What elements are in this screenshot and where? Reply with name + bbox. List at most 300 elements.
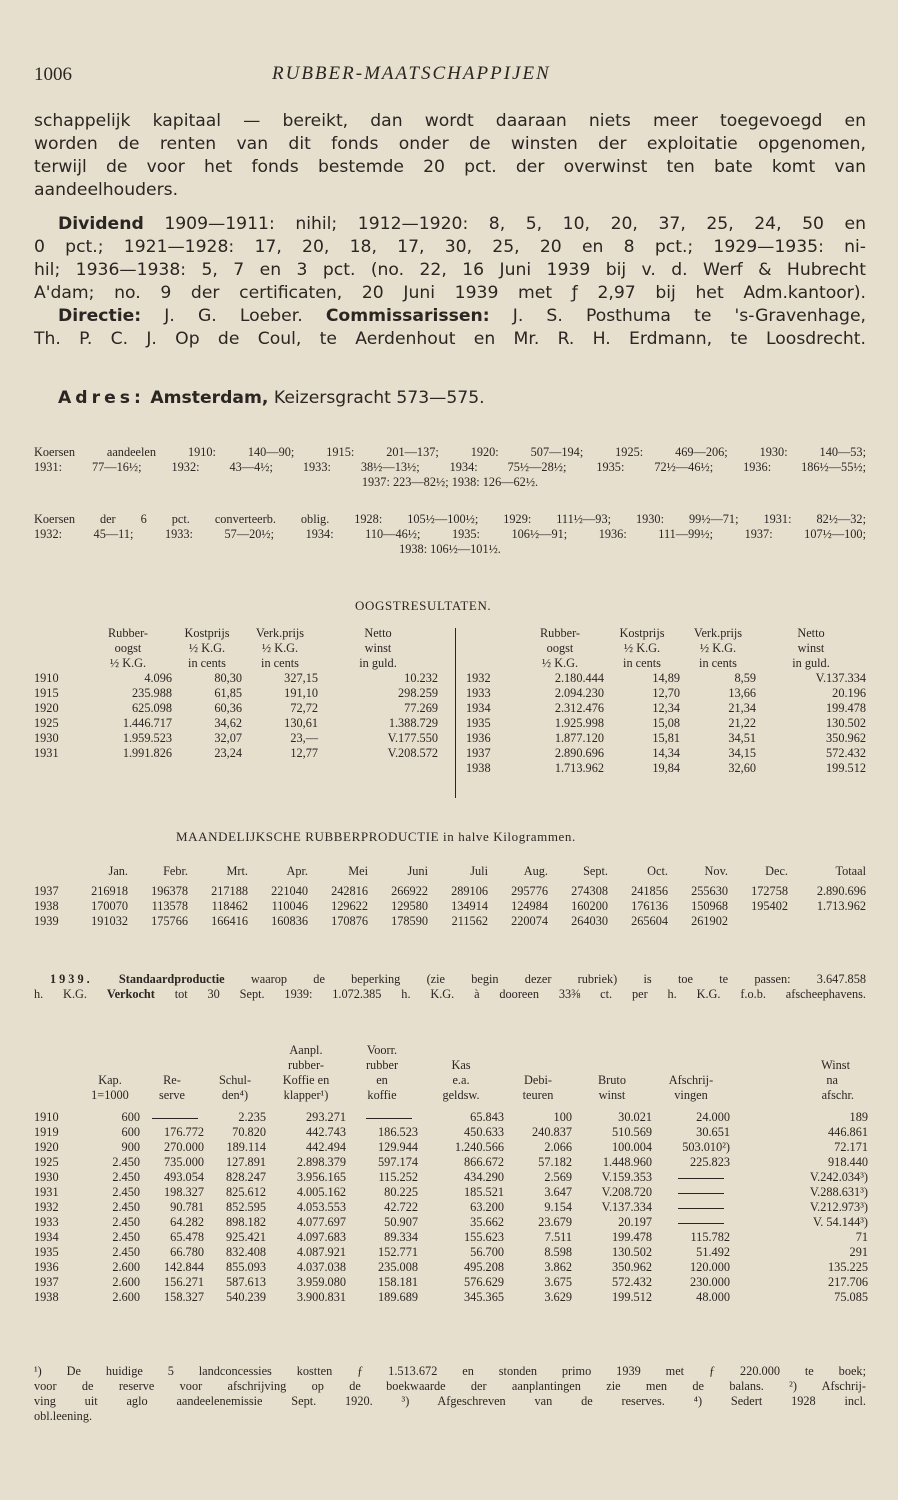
header-cell: ½ K.G. [541, 656, 579, 670]
table-cell: 1.713.962 [816, 899, 866, 913]
table-cell: 56.700 [470, 1245, 504, 1259]
table-row [34, 1125, 868, 1140]
table-cell: 4.005.162 [296, 1185, 346, 1199]
header-cell: Voorr. [366, 1043, 398, 1057]
table-cell: 1934 [466, 701, 491, 715]
table-cell: 2.094.230 [554, 686, 604, 700]
text-line [34, 305, 866, 328]
text-line: hil; 1936—1938: 5, 7 en 3 pct. (no. 22, 16 Juni 1939 bij v. d. Werf & Hubrecht [34, 260, 866, 280]
text-line [34, 972, 866, 987]
header-cell: afschr. [821, 1088, 854, 1102]
table-row [34, 1155, 868, 1170]
table-cell: 115.252 [378, 1170, 418, 1184]
table-cell: 442.494 [306, 1140, 346, 1154]
header-cell [466, 641, 516, 656]
koersen-aandeelen [34, 445, 866, 490]
table-cell: 1919 [34, 1125, 59, 1139]
table-row [34, 1140, 868, 1155]
table-cell: 1.925.998 [554, 716, 604, 730]
table-cell: 15,08 [652, 716, 680, 730]
table-cell: 71 [855, 1230, 868, 1244]
oogst-title: OOGSTRESULTATEN. [355, 598, 492, 613]
table-cell: 155.623 [464, 1230, 504, 1244]
table-cell: 925.421 [226, 1230, 266, 1244]
header-cell: Aanpl. [289, 1043, 323, 1057]
table-header-row [34, 1043, 868, 1058]
table-cell: 176136 [631, 899, 668, 913]
header-cell: winst [598, 1088, 626, 1102]
table-cell: 2.450 [112, 1215, 140, 1229]
dash-rule [678, 1223, 724, 1224]
table-cell: 918.440 [828, 1155, 868, 1169]
table-cell: 1925 [34, 716, 59, 730]
table-cell: 1930 [34, 731, 59, 745]
header-cell: Totaal [835, 863, 866, 878]
text-line: 1938: 106½—101½. [399, 542, 501, 556]
header-cell: ½ K.G. [109, 656, 147, 670]
text-line: worden de renten van dit fonds onder de winsten der exploitatie opgenomen, [34, 134, 866, 154]
table-cell: 600 [121, 1110, 140, 1124]
table-cell: V.212.973³) [809, 1200, 868, 1214]
table-cell: 2.450 [112, 1200, 140, 1214]
table-cell: 186.523 [378, 1125, 418, 1139]
page-number: 1006 [34, 64, 72, 85]
table-cell: 127.891 [226, 1155, 266, 1169]
header-cell: oogst [114, 641, 142, 655]
table-cell: 129580 [391, 899, 428, 913]
table-cell: 220074 [511, 914, 548, 928]
table-cell: 828.247 [226, 1170, 266, 1184]
table-cell: 2.569 [544, 1170, 572, 1184]
header-cell: e.a. [452, 1073, 470, 1087]
table-cell: 1920 [34, 1140, 59, 1154]
table-cell: 63.200 [470, 1200, 504, 1214]
table-cell: 2.450 [112, 1170, 140, 1184]
adres-city: Amsterdam, [150, 388, 269, 408]
table-cell: 217188 [211, 884, 248, 898]
maand-table [34, 858, 866, 929]
table-cell: 110046 [271, 899, 308, 913]
running-head: RUBBER-MAATSCHAPPIJEN [272, 63, 551, 84]
table-cell: 266922 [391, 884, 428, 898]
table-cell: V.159.353 [601, 1170, 652, 1184]
table-cell: 597.174 [378, 1155, 418, 1169]
table-cell: 12,70 [652, 686, 680, 700]
table-cell [652, 1170, 730, 1185]
header-cell: Debi- [524, 1073, 552, 1087]
table-cell: 2.898.379 [296, 1155, 346, 1169]
table-cell: 2.235 [238, 1110, 266, 1124]
table-cell: 1934 [34, 1230, 59, 1244]
dash-rule [678, 1193, 724, 1194]
table-cell: 57.182 [538, 1155, 572, 1169]
koersen-obligaties [34, 512, 866, 557]
table-row [466, 731, 866, 746]
table-cell: 34,51 [728, 731, 756, 745]
table-row [34, 1230, 868, 1245]
header-cell: ½ K.G. [188, 641, 226, 655]
table-cell: 1915 [34, 686, 59, 700]
table-cell: 825.612 [226, 1185, 266, 1199]
table-cell: 118462 [211, 899, 248, 913]
table-cell: 77.269 [404, 701, 438, 715]
table-cell: 80.225 [384, 1185, 418, 1199]
table-cell: 900 [121, 1140, 140, 1154]
table-cell: 832.408 [226, 1245, 266, 1259]
table-cell: 1939 [34, 914, 59, 928]
std-text: waarop de beperking (zie begin dezer rubriek) is toe te passen: 3.647.858 [224, 972, 866, 986]
table-header-row [34, 641, 438, 656]
table-cell: 1935 [34, 1245, 59, 1259]
directie-text: J. G. Loeber. [141, 306, 326, 326]
table-cell: 1937 [34, 884, 59, 898]
table-cell: 130.502 [612, 1245, 652, 1259]
header-cell: in guld. [792, 656, 830, 670]
table-cell: 158.181 [378, 1275, 418, 1289]
table-cell: 9.154 [544, 1200, 572, 1214]
header-cell: serve [159, 1088, 185, 1102]
table-cell: 2.600 [112, 1260, 140, 1274]
table-cell: 129.944 [378, 1140, 418, 1154]
footnote [34, 1364, 866, 1424]
header-cell: Netto [797, 626, 825, 640]
table-cell: 135.225 [828, 1260, 868, 1274]
header-cell: Koffie en [282, 1073, 330, 1087]
text-line: 1937: 223—82½; 1938: 126—62½. [361, 475, 539, 489]
table-cell: 12,77 [290, 746, 318, 760]
table-cell: 572.432 [826, 746, 866, 760]
text-line: aandeelhouders. [34, 180, 179, 200]
table-cell: 503.010²) [682, 1140, 730, 1154]
table-cell: 1936 [466, 731, 491, 745]
table-cell: 72,72 [290, 701, 318, 715]
table-cell [140, 1110, 204, 1125]
table-cell: 898.182 [226, 1215, 266, 1229]
text-line: 0 pct.; 1921—1928: 17, 20, 18, 17, 30, 25, 20 en 8 pct.; 1929—1935: ni- [34, 237, 866, 257]
table-header-row [34, 1088, 868, 1110]
table-cell: 15,81 [652, 731, 680, 745]
table-cell: 600 [121, 1125, 140, 1139]
table-cell: 72.171 [834, 1140, 868, 1154]
table-cell: 113578 [151, 899, 188, 913]
table-cell: 735.000 [164, 1155, 204, 1169]
table-cell: 42.722 [384, 1200, 418, 1214]
header-cell: Kostprijs [619, 626, 665, 640]
dividend-paragraph [34, 213, 866, 351]
table-cell: 8,59 [734, 671, 756, 685]
table-cell: 1938 [466, 761, 491, 775]
balans-table [34, 1043, 868, 1305]
table-header-row [34, 858, 866, 884]
header-cell: Febr. [163, 863, 188, 878]
table-cell: 866.672 [464, 1155, 504, 1169]
table-row [466, 686, 866, 701]
table-cell: V.208.572 [387, 746, 438, 760]
table-cell: 1932 [34, 1200, 59, 1214]
table-cell: 24.000 [696, 1110, 730, 1124]
table-cell: 241856 [631, 884, 668, 898]
table-cell: 2.450 [112, 1185, 140, 1199]
header-cell: Nov. [704, 863, 728, 878]
header-cell: in cents [261, 656, 299, 670]
header-cell: Netto [364, 626, 392, 640]
table-cell: 23.679 [538, 1215, 572, 1229]
table-cell [346, 1110, 418, 1125]
table-cell: 32,07 [214, 731, 242, 745]
table-cell: 129622 [331, 899, 368, 913]
table-cell: 1936 [34, 1260, 59, 1274]
table-cell: 124984 [511, 899, 548, 913]
dash-rule [366, 1118, 412, 1119]
header-cell: Verk.prijs [255, 626, 305, 640]
table-cell: 1.877.120 [554, 731, 604, 745]
text-line: terwijl de voor het fonds bestemde 20 pct. der overwinst ten bate komt van [34, 157, 866, 177]
table-cell: 34,62 [214, 716, 242, 730]
header-cell: Afschrij- [668, 1073, 714, 1087]
table-row [34, 1170, 868, 1185]
dividend-text: 1909—1911: nihil; 1912—1920: 8, 5, 10, 20, 37, 25, 24, 50 en [143, 214, 866, 234]
verkocht-text: tot 30 Sept. 1939: 1.072.385 h. K.G. à dooreen 33⅜ ct. per h. K.G. f.o.b. afscheephavens. [154, 987, 866, 1001]
table-cell: 1.446.717 [122, 716, 172, 730]
table-cell: V. 54.144³) [812, 1215, 868, 1229]
table-row [34, 1200, 868, 1215]
header-cell: en [376, 1073, 388, 1087]
table-cell: 1.959.523 [122, 731, 172, 745]
header-cell: 1=1000 [91, 1088, 129, 1102]
table-cell: 48.000 [696, 1290, 730, 1304]
table-cell: 442.743 [306, 1125, 346, 1139]
header-cell [34, 641, 84, 656]
table-cell: 2.450 [112, 1245, 140, 1259]
table-cell: 255630 [691, 884, 728, 898]
header-cell: Re- [163, 1073, 181, 1087]
header-cell: in cents [699, 656, 737, 670]
header-cell: geldsw. [442, 1088, 480, 1102]
header-cell [466, 656, 516, 671]
header-cell: Schul- [218, 1073, 252, 1087]
table-cell: 274308 [571, 884, 608, 898]
table-header-row [34, 1073, 868, 1088]
table-cell: 172758 [751, 884, 788, 898]
header-cell: teuren [522, 1088, 554, 1102]
table-cell: 450.633 [464, 1125, 504, 1139]
table-cell: 1931 [34, 1185, 59, 1199]
table-cell: 130,61 [284, 716, 318, 730]
table-row [34, 1215, 868, 1230]
table-cell: 230.000 [690, 1275, 730, 1289]
table-row [466, 716, 866, 731]
table-cell: 221040 [271, 884, 308, 898]
header-cell: in cents [188, 656, 226, 670]
dash-rule [678, 1178, 724, 1179]
table-cell: 10.232 [404, 671, 438, 685]
table-cell: 291 [849, 1245, 868, 1259]
table-cell: 540.239 [226, 1290, 266, 1304]
table-cell: 327,15 [284, 671, 318, 685]
table-cell: 152.771 [378, 1245, 418, 1259]
header-cell: ½ K.G. [623, 641, 661, 655]
header-cell [34, 626, 84, 641]
header-cell: klapper¹) [283, 1088, 329, 1102]
table-cell: 434.290 [464, 1170, 504, 1184]
header-cell: Verk.prijs [693, 626, 743, 640]
table-cell: 32,60 [728, 761, 756, 775]
table-cell: 1.991.826 [122, 746, 172, 760]
header-cell: winst [364, 641, 392, 655]
table-cell: 1938 [34, 1290, 59, 1304]
table-cell: 19,84 [652, 761, 680, 775]
table-cell: 4.087.921 [296, 1245, 346, 1259]
adres-line [58, 388, 485, 408]
table-cell: 23,— [290, 731, 318, 745]
table-cell: 2.180.444 [554, 671, 604, 685]
text-line [34, 987, 866, 1002]
header-cell [34, 656, 84, 671]
table-cell: 90.781 [170, 1200, 204, 1214]
table-cell: 1931 [34, 746, 59, 760]
table-cell: 196378 [151, 884, 188, 898]
header-cell: na [826, 1073, 838, 1087]
table-cell: 211562 [451, 914, 488, 928]
table-cell: 3.675 [544, 1275, 572, 1289]
table-cell: 199.512 [826, 761, 866, 775]
header-cell: Rubber- [539, 626, 581, 640]
table-row [466, 701, 866, 716]
table-cell: 60,36 [214, 701, 242, 715]
table-cell: 2.066 [544, 1140, 572, 1154]
table-cell: 270.000 [164, 1140, 204, 1154]
table-row [34, 1110, 868, 1125]
table-cell: 20.197 [618, 1215, 652, 1229]
table-cell: 3.959.080 [296, 1275, 346, 1289]
text-line: ving uit aglo aandeelenemissie Sept. 1920. ³) Afgeschreven van de reserves. ⁴) Sedert 1928 incl. [34, 1394, 866, 1408]
text-line: 1932: 45—11; 1933: 57—20½; 1934: 110—46½; 1935: 106½—91; 1936: 111—99½; 1937: 107½—100; [34, 527, 866, 541]
text-line: Koersen der 6 pct. converteerb. oblig. 1928: 105½—100½; 1929: 111½—93; 1930: 99½—71; 1931: 82½—32; [34, 512, 866, 526]
table-cell: 1.388.729 [388, 716, 438, 730]
table-row [34, 1245, 868, 1260]
table-cell: 3.647 [544, 1185, 572, 1199]
table-row [34, 1290, 868, 1305]
text-line: A'dam; no. 9 der certificaten, 20 Juni 1939 met ƒ 2,97 bij het Adm.kantoor). [34, 283, 866, 303]
header-cell: Kostprijs [184, 626, 230, 640]
table-cell: 100 [553, 1110, 572, 1124]
dash-rule [678, 1208, 724, 1209]
header-cell: Dec. [765, 863, 788, 878]
table-cell: 265604 [631, 914, 668, 928]
table-row [34, 686, 438, 701]
table-cell: 493.054 [164, 1170, 204, 1184]
table-cell: 20.196 [832, 686, 866, 700]
verkocht-label: Verkocht [106, 987, 155, 1001]
table-cell: 2.890.696 [816, 884, 866, 898]
text-line [34, 213, 866, 236]
table-cell: 3.956.165 [296, 1170, 346, 1184]
table-row [466, 746, 866, 761]
table-cell: 235.008 [378, 1260, 418, 1274]
table-cell: 7.511 [544, 1230, 572, 1244]
table-cell: 2.450 [112, 1155, 140, 1169]
commissarissen-text: J. S. Posthuma te 's-Gravenhage, [489, 306, 867, 326]
table-cell: 225.823 [690, 1155, 730, 1169]
table-divider [455, 628, 456, 798]
header-cell: rubber- [288, 1058, 324, 1072]
adres-street: Keizersgracht 573—575. [268, 388, 485, 408]
table-cell: 170876 [331, 914, 368, 928]
std-label: Standaardproductie [118, 972, 225, 986]
table-cell: 242816 [331, 884, 368, 898]
table-row [34, 914, 866, 929]
table-cell: 8.598 [544, 1245, 572, 1259]
header-cell: Aug. [523, 863, 548, 878]
table-cell: 572.432 [612, 1275, 652, 1289]
header-cell: Sept. [583, 863, 608, 878]
table-header-row [34, 626, 438, 641]
table-cell: 1935 [466, 716, 491, 730]
table-cell: 4.096 [144, 671, 172, 685]
table-row [34, 1275, 868, 1290]
table-cell: 350.962 [826, 731, 866, 745]
table-cell: 14,34 [652, 746, 680, 760]
table-cell: V.137.334 [815, 671, 866, 685]
table-cell: 23,24 [214, 746, 242, 760]
table-cell: V.242.034³) [809, 1170, 868, 1184]
table-cell: 1937 [34, 1275, 59, 1289]
table-cell: 855.093 [226, 1260, 266, 1274]
header-cell: den⁴) [221, 1088, 249, 1102]
text-line: Koersen aandeelen 1910: 140—90; 1915: 201—137; 1920: 507—194; 1925: 469—206; 1930: 140—53; [34, 445, 866, 459]
dividend-label: Dividend [58, 214, 144, 234]
table-cell: 170070 [91, 899, 128, 913]
text-line: Th. P. C. J. Op de Coul, te Aerdenhout en Mr. R. H. Erdmann, te Loosdrecht. [34, 329, 866, 349]
header-cell: ½ K.G. [261, 641, 299, 655]
table-cell: 158.327 [164, 1290, 204, 1304]
table-header-row [34, 1058, 868, 1073]
header-cell [466, 626, 516, 641]
table-cell: 199.478 [612, 1230, 652, 1244]
oogst-table-right [466, 626, 866, 776]
table-cell: 189.689 [378, 1290, 418, 1304]
table-cell: 446.861 [828, 1125, 868, 1139]
table-row [34, 731, 438, 746]
standaardproductie [34, 972, 866, 1002]
table-cell: 295776 [511, 884, 548, 898]
table-cell [652, 1200, 730, 1215]
text-line: obl.leening. [34, 1409, 93, 1423]
table-cell: 576.629 [464, 1275, 504, 1289]
table-cell: 1920 [34, 701, 59, 715]
table-cell: 261902 [691, 914, 728, 928]
table-cell: 289106 [451, 884, 488, 898]
table-cell: 264030 [571, 914, 608, 928]
header-cell: ½ K.G. [699, 641, 737, 655]
table-cell: 115.782 [690, 1230, 730, 1244]
table-cell: 189.114 [226, 1140, 266, 1154]
table-cell: 1.448.960 [602, 1155, 652, 1169]
table-cell [788, 914, 866, 929]
table-cell: 625.098 [132, 701, 172, 715]
table-cell: 2.450 [112, 1230, 140, 1244]
table-cell: V.177.550 [387, 731, 438, 745]
text-line: 1931: 77—16½; 1932: 43—4½; 1933: 38½—13½; 1934: 75½—28½; 1935: 72½—46½; 1936: 186½—55½; [34, 460, 866, 474]
table-cell: 166416 [211, 914, 248, 928]
table-header-row [34, 656, 438, 671]
table-cell: 235.988 [132, 686, 172, 700]
table-cell [652, 1185, 730, 1200]
header-cell: oogst [546, 641, 574, 655]
table-cell: 130.502 [826, 716, 866, 730]
table-cell: 160200 [571, 899, 608, 913]
table-cell: 2.600 [112, 1275, 140, 1289]
